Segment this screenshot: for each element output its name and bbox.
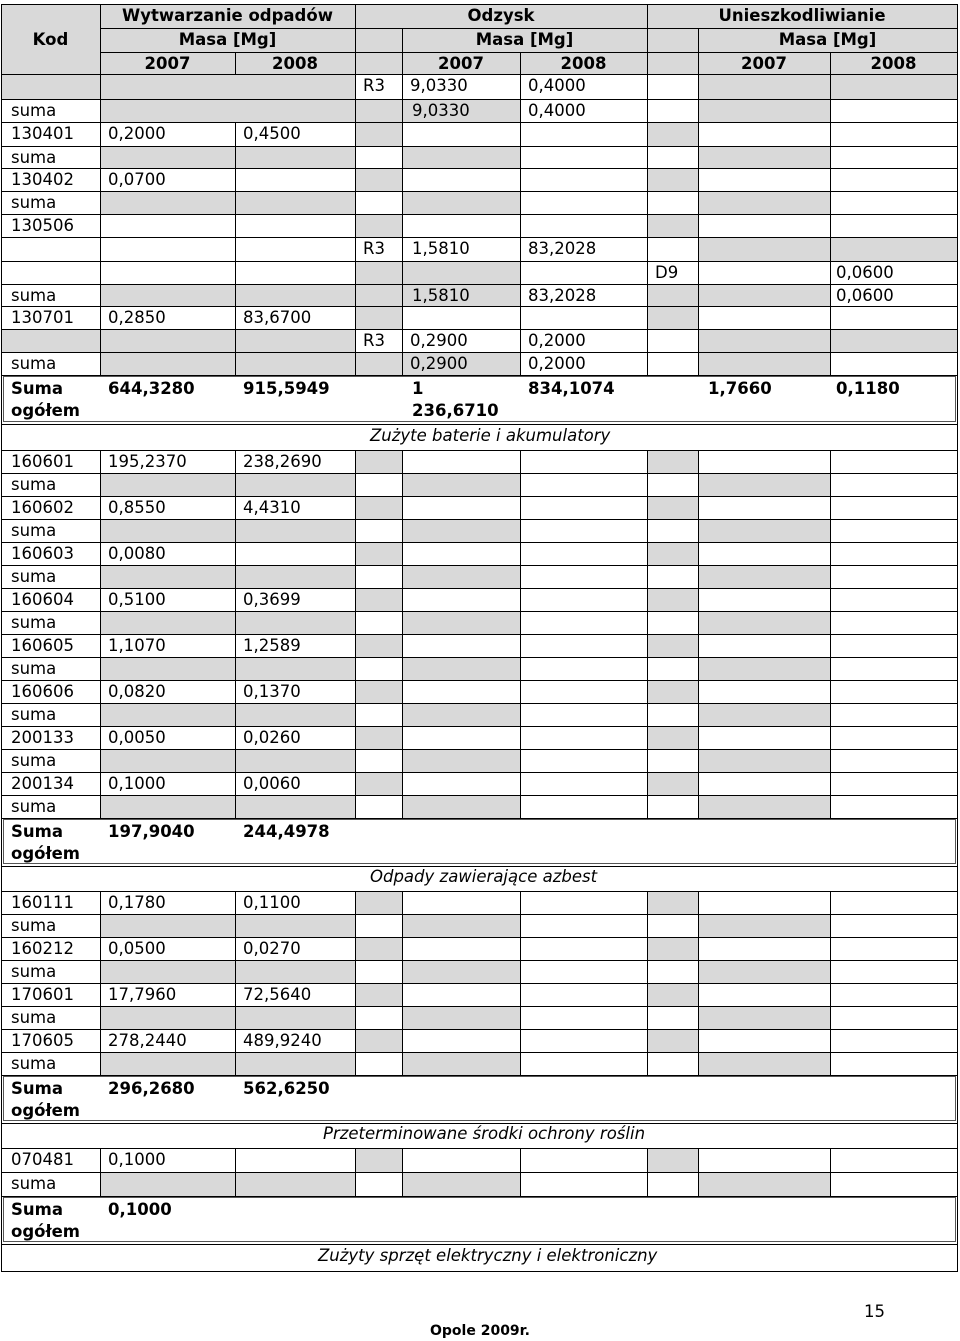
- row-rule: [1, 1029, 958, 1030]
- shaded-cell: [647, 891, 698, 914]
- total-value: 236,6710: [412, 401, 499, 420]
- total-label: ogółem: [11, 401, 80, 420]
- value-cell: 0,0600: [836, 286, 894, 305]
- shaded-cell: [402, 146, 520, 168]
- process-code-d9: D9: [655, 263, 679, 282]
- column-rule: [647, 1148, 648, 1196]
- total-label: Suma: [11, 1200, 63, 1219]
- shaded-cell: [698, 703, 830, 726]
- value-cell: 0,2000: [108, 124, 166, 143]
- shaded-cell: [402, 473, 520, 496]
- row-rule: [1, 1244, 958, 1245]
- row-rule: [1, 772, 958, 773]
- row-rule: [1, 1271, 958, 1272]
- row-rule: [1, 611, 958, 612]
- shaded-cell: [402, 914, 520, 937]
- shaded-cell: [402, 960, 520, 983]
- column-header-wytwarzanie: Wytwarzanie odpadów: [122, 6, 333, 25]
- suma-label: suma: [11, 1008, 57, 1027]
- column-rule: [402, 450, 403, 818]
- shaded-cell: [100, 914, 355, 937]
- year-label: 2007: [438, 54, 484, 73]
- suma-label: suma: [11, 962, 57, 981]
- value-cell: 0,4000: [528, 101, 586, 120]
- shaded-cell: [647, 214, 698, 237]
- shaded-cell: [647, 122, 698, 146]
- shaded-cell: [100, 749, 355, 772]
- shaded-cell: [698, 329, 957, 352]
- column-rule: [100, 74, 101, 375]
- waste-code: 160601: [11, 452, 74, 471]
- value-cell: 0,0820: [108, 682, 166, 701]
- row-rule: [1, 749, 958, 750]
- year-label: 2007: [144, 54, 191, 73]
- waste-code: 170601: [11, 985, 74, 1004]
- shaded-cell: [355, 1148, 402, 1172]
- column-rule: [355, 74, 356, 375]
- row-rule: [1, 473, 958, 474]
- shaded-cell: [100, 565, 355, 588]
- shaded-cell: [355, 99, 402, 122]
- shaded-cell: [100, 703, 355, 726]
- suma-label: suma: [11, 101, 57, 120]
- shaded-cell: [355, 450, 402, 473]
- shaded-cell: [698, 565, 830, 588]
- row-rule: [1, 983, 958, 984]
- shaded-cell: [402, 1006, 520, 1029]
- shaded-cell: [355, 891, 402, 914]
- row-rule: [1, 329, 958, 330]
- shaded-cell: [647, 284, 698, 306]
- value-cell: 0,2900: [410, 331, 468, 350]
- shaded-cell: [100, 473, 355, 496]
- total-value: 562,6250: [243, 1079, 330, 1098]
- suma-label: suma: [11, 475, 57, 494]
- shaded-cell: [100, 284, 355, 306]
- shaded-cell: [355, 937, 402, 960]
- year-label: 2008: [272, 54, 318, 73]
- value-cell: 83,6700: [243, 308, 312, 327]
- row-rule: [100, 52, 957, 53]
- suma-label: suma: [11, 1054, 57, 1073]
- suma-label: suma: [11, 916, 57, 935]
- value-cell: 238,2690: [243, 452, 322, 471]
- value-cell: 1,5810: [412, 239, 470, 258]
- value-cell: 17,7960: [108, 985, 177, 1004]
- column-rule: [830, 1148, 831, 1196]
- shaded-cell: [402, 191, 520, 214]
- shaded-cell: [698, 960, 830, 983]
- waste-code: 160606: [11, 682, 74, 701]
- column-rule: [698, 1148, 699, 1196]
- shaded-cell: [698, 1172, 830, 1196]
- shaded-cell: [355, 634, 402, 657]
- value-cell: 0,2000: [528, 331, 586, 350]
- value-cell: 0,4500: [243, 124, 301, 143]
- total-value: 296,2680: [108, 1079, 195, 1098]
- row-rule: [1, 146, 958, 147]
- total-label: ogółem: [11, 1101, 80, 1120]
- header-gap: [647, 28, 698, 52]
- column-rule: [647, 74, 648, 375]
- row-rule: [1, 1006, 958, 1007]
- shaded-cell: [355, 168, 402, 191]
- shaded-cell: [1, 329, 355, 352]
- shaded-cell: [647, 168, 698, 191]
- shaded-cell: [698, 657, 830, 680]
- shaded-cell: [698, 1052, 830, 1075]
- row-rule: [1, 680, 958, 681]
- row-rule: [1, 99, 958, 100]
- value-cell: 0,2900: [410, 354, 468, 373]
- waste-code: 160212: [11, 939, 74, 958]
- shaded-cell: [698, 237, 957, 261]
- total-label: Suma: [11, 1079, 63, 1098]
- shaded-cell: [355, 588, 402, 611]
- shaded-cell: [100, 352, 355, 375]
- shaded-cell: [698, 749, 830, 772]
- row-rule: [1, 960, 958, 961]
- column-rule: [100, 1148, 101, 1196]
- column-header-unieszkodliwianie: Unieszkodliwianie: [718, 6, 886, 25]
- shaded-cell: [100, 1172, 355, 1196]
- shaded-cell: [698, 473, 830, 496]
- value-cell: 0,1100: [243, 893, 301, 912]
- value-cell: 0,3699: [243, 590, 301, 609]
- waste-code: 160111: [11, 893, 74, 912]
- total-value: 915,5949: [243, 379, 330, 398]
- shaded-cell: [698, 795, 830, 818]
- row-rule: [1, 74, 958, 75]
- shaded-cell: [355, 726, 402, 749]
- column-rule: [235, 891, 236, 1075]
- row-rule: [1, 1052, 958, 1053]
- value-cell: 0,0260: [243, 728, 301, 747]
- shaded-cell: [647, 306, 698, 329]
- column-rule: [520, 74, 521, 375]
- shaded-cell: [698, 191, 830, 214]
- shaded-cell: [100, 519, 355, 542]
- unit-label: Masa [Mg]: [475, 30, 574, 49]
- shaded-cell: [698, 284, 830, 306]
- process-code-r3: R3: [363, 331, 385, 350]
- shaded-cell: [647, 680, 698, 703]
- suma-label: suma: [11, 613, 57, 632]
- row-rule: [1, 795, 958, 796]
- value-cell: 195,2370: [108, 452, 187, 471]
- header-gap: [647, 52, 698, 74]
- section-title: Zużyty sprzęt elektryczny i elektroniczny: [318, 1246, 658, 1265]
- column-rule: [830, 74, 831, 375]
- suma-label: suma: [11, 148, 57, 167]
- value-cell: 1,5810: [412, 286, 470, 305]
- shaded-cell: [355, 496, 402, 519]
- section-title: Zużyte baterie i akumulatory: [370, 426, 611, 445]
- shaded-cell: [100, 657, 355, 680]
- header-gap: [355, 52, 402, 74]
- column-rule: [355, 891, 356, 1075]
- value-cell: 0,0600: [836, 263, 894, 282]
- total-label: ogółem: [11, 844, 80, 863]
- shaded-cell: [698, 1006, 830, 1029]
- shaded-cell: [100, 1006, 355, 1029]
- shaded-cell: [355, 983, 402, 1006]
- column-rule: [647, 891, 648, 1075]
- shaded-cell: [698, 99, 830, 122]
- total-value: 0,1000: [108, 1200, 172, 1219]
- shaded-cell: [698, 352, 830, 375]
- shaded-cell: [100, 191, 355, 214]
- suma-label: suma: [11, 193, 57, 212]
- total-label: Suma: [11, 822, 63, 841]
- row-rule: [1, 1148, 958, 1149]
- column-rule: [957, 4, 958, 1271]
- section-title: Przeterminowane środki ochrony roślin: [323, 1124, 646, 1143]
- shaded-cell: [355, 772, 402, 795]
- value-cell: 0,0060: [243, 774, 301, 793]
- suma-label: suma: [11, 797, 57, 816]
- value-cell: 0,0500: [108, 939, 166, 958]
- column-rule: [520, 891, 521, 1075]
- row-rule: [1, 214, 958, 215]
- row-rule: [1, 914, 958, 915]
- column-rule: [100, 891, 101, 1075]
- waste-code: 130402: [11, 170, 74, 189]
- waste-code: 160602: [11, 498, 74, 517]
- column-header-kod: Kod: [32, 30, 69, 49]
- row-rule: [1, 284, 958, 285]
- value-cell: 278,2440: [108, 1031, 187, 1050]
- row-rule: [1, 937, 958, 938]
- column-rule: [698, 74, 699, 375]
- shaded-cell: [647, 983, 698, 1006]
- row-rule: [1, 634, 958, 635]
- suma-label: suma: [11, 567, 57, 586]
- suma-label: suma: [11, 354, 57, 373]
- row-rule: [1, 191, 958, 192]
- column-header-odzysk: Odzysk: [467, 6, 535, 25]
- row-rule: [1, 168, 958, 169]
- shaded-cell: [402, 611, 520, 634]
- shaded-cell: [402, 1172, 520, 1196]
- page-number: 15: [864, 1302, 885, 1321]
- value-cell: 0,2000: [528, 354, 586, 373]
- total-value: 0,1180: [836, 379, 900, 398]
- waste-code: 130701: [11, 308, 74, 327]
- row-rule: [100, 28, 957, 29]
- row-rule: [1, 450, 958, 451]
- shaded-cell: [100, 99, 355, 122]
- shaded-cell: [647, 634, 698, 657]
- waste-code: 160603: [11, 544, 74, 563]
- value-cell: 1,2589: [243, 636, 301, 655]
- value-cell: 0,0080: [108, 544, 166, 563]
- column-rule: [647, 450, 648, 818]
- value-cell: 0,2850: [108, 308, 166, 327]
- shaded-cell: [355, 284, 402, 306]
- value-cell: 0,0270: [243, 939, 301, 958]
- shaded-cell: [355, 352, 402, 375]
- section-title: Odpady zawierające azbest: [370, 867, 598, 886]
- value-cell: 0,1780: [108, 893, 166, 912]
- row-rule: [1, 703, 958, 704]
- row-rule: [1, 891, 958, 892]
- unit-label: Masa [Mg]: [778, 30, 877, 49]
- row-rule: [1, 657, 958, 658]
- total-label: ogółem: [11, 1222, 80, 1241]
- column-rule: [698, 450, 699, 818]
- suma-label: suma: [11, 705, 57, 724]
- value-cell: 72,5640: [243, 985, 312, 1004]
- column-rule: [698, 891, 699, 1075]
- row-rule: [1, 496, 958, 497]
- value-cell: 0,0700: [108, 170, 166, 189]
- column-rule: [402, 74, 403, 375]
- year-label: 2007: [741, 54, 787, 73]
- shaded-cell: [402, 1052, 520, 1075]
- waste-code: 200133: [11, 728, 74, 747]
- suma-label: suma: [11, 286, 57, 305]
- row-rule: [1, 726, 958, 727]
- value-cell: 0,4000: [528, 76, 586, 95]
- value-cell: 0,1370: [243, 682, 301, 701]
- year-label: 2008: [870, 54, 917, 73]
- value-cell: 9,0330: [412, 101, 470, 120]
- shaded-cell: [402, 565, 520, 588]
- column-rule: [520, 1148, 521, 1196]
- shaded-cell: [402, 749, 520, 772]
- row-rule: [1, 306, 958, 307]
- column-rule: [520, 450, 521, 818]
- value-cell: 0,1000: [108, 774, 166, 793]
- total-label: Suma: [11, 379, 63, 398]
- waste-code: 170605: [11, 1031, 74, 1050]
- value-cell: 1,1070: [108, 636, 166, 655]
- shaded-cell: [647, 542, 698, 565]
- column-rule: [830, 450, 831, 818]
- suma-label: suma: [11, 1174, 57, 1193]
- value-cell: 0,5100: [108, 590, 166, 609]
- suma-label: suma: [11, 521, 57, 540]
- process-code-r3: R3: [363, 239, 385, 258]
- waste-code: 130401: [11, 124, 74, 143]
- row-rule: [1, 542, 958, 543]
- shaded-cell: [698, 519, 830, 542]
- column-rule: [402, 1148, 403, 1196]
- row-rule: [1, 424, 958, 425]
- column-rule: [235, 122, 236, 375]
- shaded-cell: [698, 611, 830, 634]
- shaded-cell: [647, 496, 698, 519]
- shaded-cell: [402, 703, 520, 726]
- shaded-cell: [100, 795, 355, 818]
- process-code-r3: R3: [363, 76, 385, 95]
- row-rule: [1, 565, 958, 566]
- shaded-cell: [402, 519, 520, 542]
- waste-code: 160604: [11, 590, 74, 609]
- shaded-cell: [402, 795, 520, 818]
- total-value: 244,4978: [243, 822, 330, 841]
- shaded-cell: [100, 611, 355, 634]
- row-rule: [1, 1172, 958, 1173]
- shaded-cell: [355, 1029, 402, 1052]
- shaded-cell: [647, 726, 698, 749]
- shaded-cell: [647, 1148, 698, 1172]
- shaded-cell: [100, 146, 355, 168]
- value-cell: 83,2028: [528, 286, 597, 305]
- column-rule: [235, 450, 236, 818]
- shaded-cell: [647, 1029, 698, 1052]
- shaded-cell: [698, 146, 830, 168]
- shaded-cell: [647, 450, 698, 473]
- suma-label: suma: [11, 659, 57, 678]
- total-value: 1,7660: [708, 379, 772, 398]
- shaded-cell: [647, 772, 698, 795]
- total-value: 197,9040: [108, 822, 195, 841]
- row-rule: [1, 352, 958, 353]
- suma-label: suma: [11, 751, 57, 770]
- value-cell: 0,0050: [108, 728, 166, 747]
- place-date: Opole 2009r.: [430, 1323, 530, 1339]
- row-rule: [1, 4, 958, 5]
- header-gap: [355, 28, 402, 52]
- shaded-cell: [355, 542, 402, 565]
- value-cell: 9,0330: [410, 76, 468, 95]
- shaded-cell: [100, 960, 355, 983]
- column-rule: [355, 1148, 356, 1196]
- shaded-cell: [355, 214, 402, 237]
- value-cell: 0,1000: [108, 1150, 166, 1169]
- total-value: 834,1074: [528, 379, 615, 398]
- column-rule: [355, 450, 356, 818]
- waste-code: 200134: [11, 774, 74, 793]
- shaded-cell: [355, 680, 402, 703]
- value-cell: 83,2028: [528, 239, 597, 258]
- waste-code: 130506: [11, 216, 74, 235]
- column-rule: [235, 1148, 236, 1196]
- shaded-cell: [647, 937, 698, 960]
- value-cell: 489,9240: [243, 1031, 322, 1050]
- shaded-cell: [647, 588, 698, 611]
- row-rule: [1, 261, 958, 262]
- row-rule: [1, 588, 958, 589]
- year-label: 2008: [560, 54, 607, 73]
- shaded-cell: [698, 914, 830, 937]
- shaded-cell: [355, 261, 520, 284]
- shaded-cell: [1, 74, 355, 99]
- row-rule: [1, 519, 958, 520]
- shaded-cell: [698, 74, 957, 99]
- shaded-cell: [355, 122, 402, 146]
- shaded-cell: [100, 1052, 355, 1075]
- value-cell: 0,8550: [108, 498, 166, 517]
- column-rule: [830, 891, 831, 1075]
- row-rule: [1, 122, 958, 123]
- unit-label: Masa [Mg]: [178, 30, 277, 49]
- waste-code: 160605: [11, 636, 74, 655]
- total-value: 1: [412, 379, 424, 398]
- shaded-cell: [355, 306, 402, 329]
- column-rule: [1, 4, 2, 1271]
- row-rule: [1, 237, 958, 238]
- shaded-cell: [402, 657, 520, 680]
- column-rule: [100, 450, 101, 818]
- value-cell: 4,4310: [243, 498, 301, 517]
- waste-code: 070481: [11, 1150, 74, 1169]
- total-value: 644,3280: [108, 379, 195, 398]
- column-rule: [402, 891, 403, 1075]
